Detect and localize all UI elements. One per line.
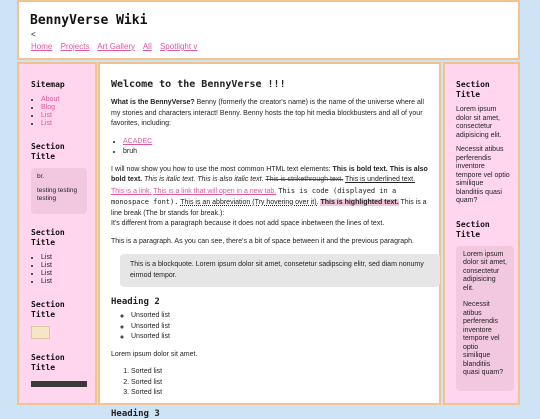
link-text[interactable]: This is a link. <box>111 187 152 195</box>
badge-image <box>31 326 50 339</box>
section-title: Section Title <box>31 228 65 247</box>
list-item: • List <box>41 254 85 262</box>
sitemap-link-about[interactable]: About <box>41 96 60 103</box>
br-text: This is a line break (The br stands for break.): <box>111 199 427 217</box>
list-item: ◦ Unsorted list <box>131 332 429 343</box>
left-sidebar[interactable] <box>17 62 97 405</box>
highlighted-text: This is highlighted text. <box>320 199 399 206</box>
sitemap-link-blog[interactable]: Blog <box>41 104 56 111</box>
code-text: This is code (displayed in a monospace font). <box>111 186 397 206</box>
list-item: • List <box>41 270 85 278</box>
list-item: ◦ Unsorted list <box>131 322 429 333</box>
strong-text: This is also bold text. <box>111 165 428 183</box>
intro-text: Benny (formerly the creator's name) is the name of the universe where all my stories and characters interact! Benny. Benny hosts the top hit media blockbusters and all of your favorites, including: <box>111 99 424 127</box>
list-item: 1. Sorted list <box>131 367 429 378</box>
strike-text: This is strikethrough text. <box>265 176 344 183</box>
after-br-text: It's different from a paragraph because it does not add space inbetween the lines of text. <box>111 220 385 227</box>
bullet-list <box>111 137 429 158</box>
section-title: Section Title <box>31 353 65 372</box>
heading-2: Heading 2 <box>111 297 160 307</box>
site-title: BennyVerse Wiki <box>30 13 148 28</box>
sitemap-link-list[interactable]: List <box>41 112 52 119</box>
right-section-card <box>456 220 510 391</box>
site-header <box>17 0 520 60</box>
blockquote: This is a blockquote. Lorem ipsum dolor sit amet, consetetur sadipscing elitr, sed diam nonumy eirmod tempor. <box>120 254 440 287</box>
card-text: testing testing testing <box>37 187 78 202</box>
left-section-strip <box>31 353 85 387</box>
bold-text: This is bold text. <box>332 165 388 173</box>
top-nav <box>31 42 203 51</box>
sample-paragraph: This is a paragraph. As you can see, there's a bit of space between it and the previous paragraph. <box>111 237 414 245</box>
section-title: Section Title <box>456 80 490 99</box>
sitemap-link-list[interactable]: List <box>41 120 52 127</box>
list-item: • List <box>41 262 85 270</box>
sitemap-title: Sitemap <box>31 80 65 89</box>
list-item: 3. Sorted list <box>131 388 429 399</box>
main-content[interactable] <box>98 62 441 419</box>
nav-home[interactable]: Home <box>31 42 53 51</box>
unsorted-list <box>111 311 429 343</box>
nav-projects[interactable]: Projects <box>60 42 90 51</box>
nav-art-gallery[interactable]: Art Gallery <box>97 42 136 51</box>
left-section-card <box>31 142 85 214</box>
note-card <box>31 168 87 214</box>
image-strip <box>31 381 87 387</box>
list-item: • bruh <box>123 147 429 158</box>
sitemap-section <box>31 80 85 128</box>
list-item: • List <box>41 278 85 286</box>
abbr-text[interactable]: This is an abbreviation (Try hovering over it). <box>180 199 319 206</box>
section-title: Section Title <box>456 219 490 239</box>
italic-text: This is italic text. <box>144 176 196 183</box>
right-sidebar[interactable] <box>443 62 520 405</box>
card-text: Necessit atibus perferendis inventore tempore vel optio similique blanditiis quasi quam? <box>463 301 504 376</box>
paragraph-text: I will now show you how to use the most common HTML text elements: <box>111 165 333 173</box>
sitemap-item <box>41 112 85 120</box>
sorted-list <box>111 367 429 399</box>
elements-paragraph <box>111 165 429 230</box>
heading-3: Heading 3 <box>111 408 160 419</box>
new-tab-link[interactable]: This is a link that will open in a new tab. <box>153 187 277 195</box>
left-section-image <box>31 300 85 339</box>
nav-all[interactable]: All <box>142 42 152 51</box>
nav-spotlight-dropdown[interactable]: Spotlight v <box>159 42 198 51</box>
list-item: ◦ Unsorted list <box>131 311 429 322</box>
left-section-list <box>31 228 85 286</box>
list-item: 2. Sorted list <box>131 378 429 389</box>
lorem-paragraph: Lorem ipsum dolor sit amet. <box>111 350 198 358</box>
right-section-text <box>456 80 510 206</box>
section-text: Lorem ipsum dolor sit amet, consectetur adipisicing elit. <box>456 106 502 139</box>
card-text: Lorem ipsum dolor sit amet, consectetur adipisicing elit. <box>463 250 507 292</box>
back-arrow-icon[interactable]: < <box>31 30 36 39</box>
sitemap-item <box>41 120 85 128</box>
acadec-link[interactable]: ACADEC <box>123 137 153 145</box>
intro-paragraph <box>111 98 429 130</box>
section-title: Section Title <box>31 300 65 319</box>
sitemap-item <box>41 104 85 112</box>
card-text: br. <box>37 173 45 180</box>
section-text: Necessit atibus perferendis inventore tempore vel optio similique blanditiis quasi quam? <box>456 146 510 204</box>
underline-text: This is underlined text. <box>345 176 416 183</box>
note-card <box>456 246 514 391</box>
list-item <box>123 137 429 148</box>
intro-label: What is the BennyVerse? <box>111 99 195 106</box>
page-title: Welcome to the BennyVerse !!! <box>111 79 286 90</box>
sitemap-item <box>41 96 85 104</box>
em-text: This is also italic text. <box>197 176 264 183</box>
section-title: Section Title <box>31 142 65 161</box>
